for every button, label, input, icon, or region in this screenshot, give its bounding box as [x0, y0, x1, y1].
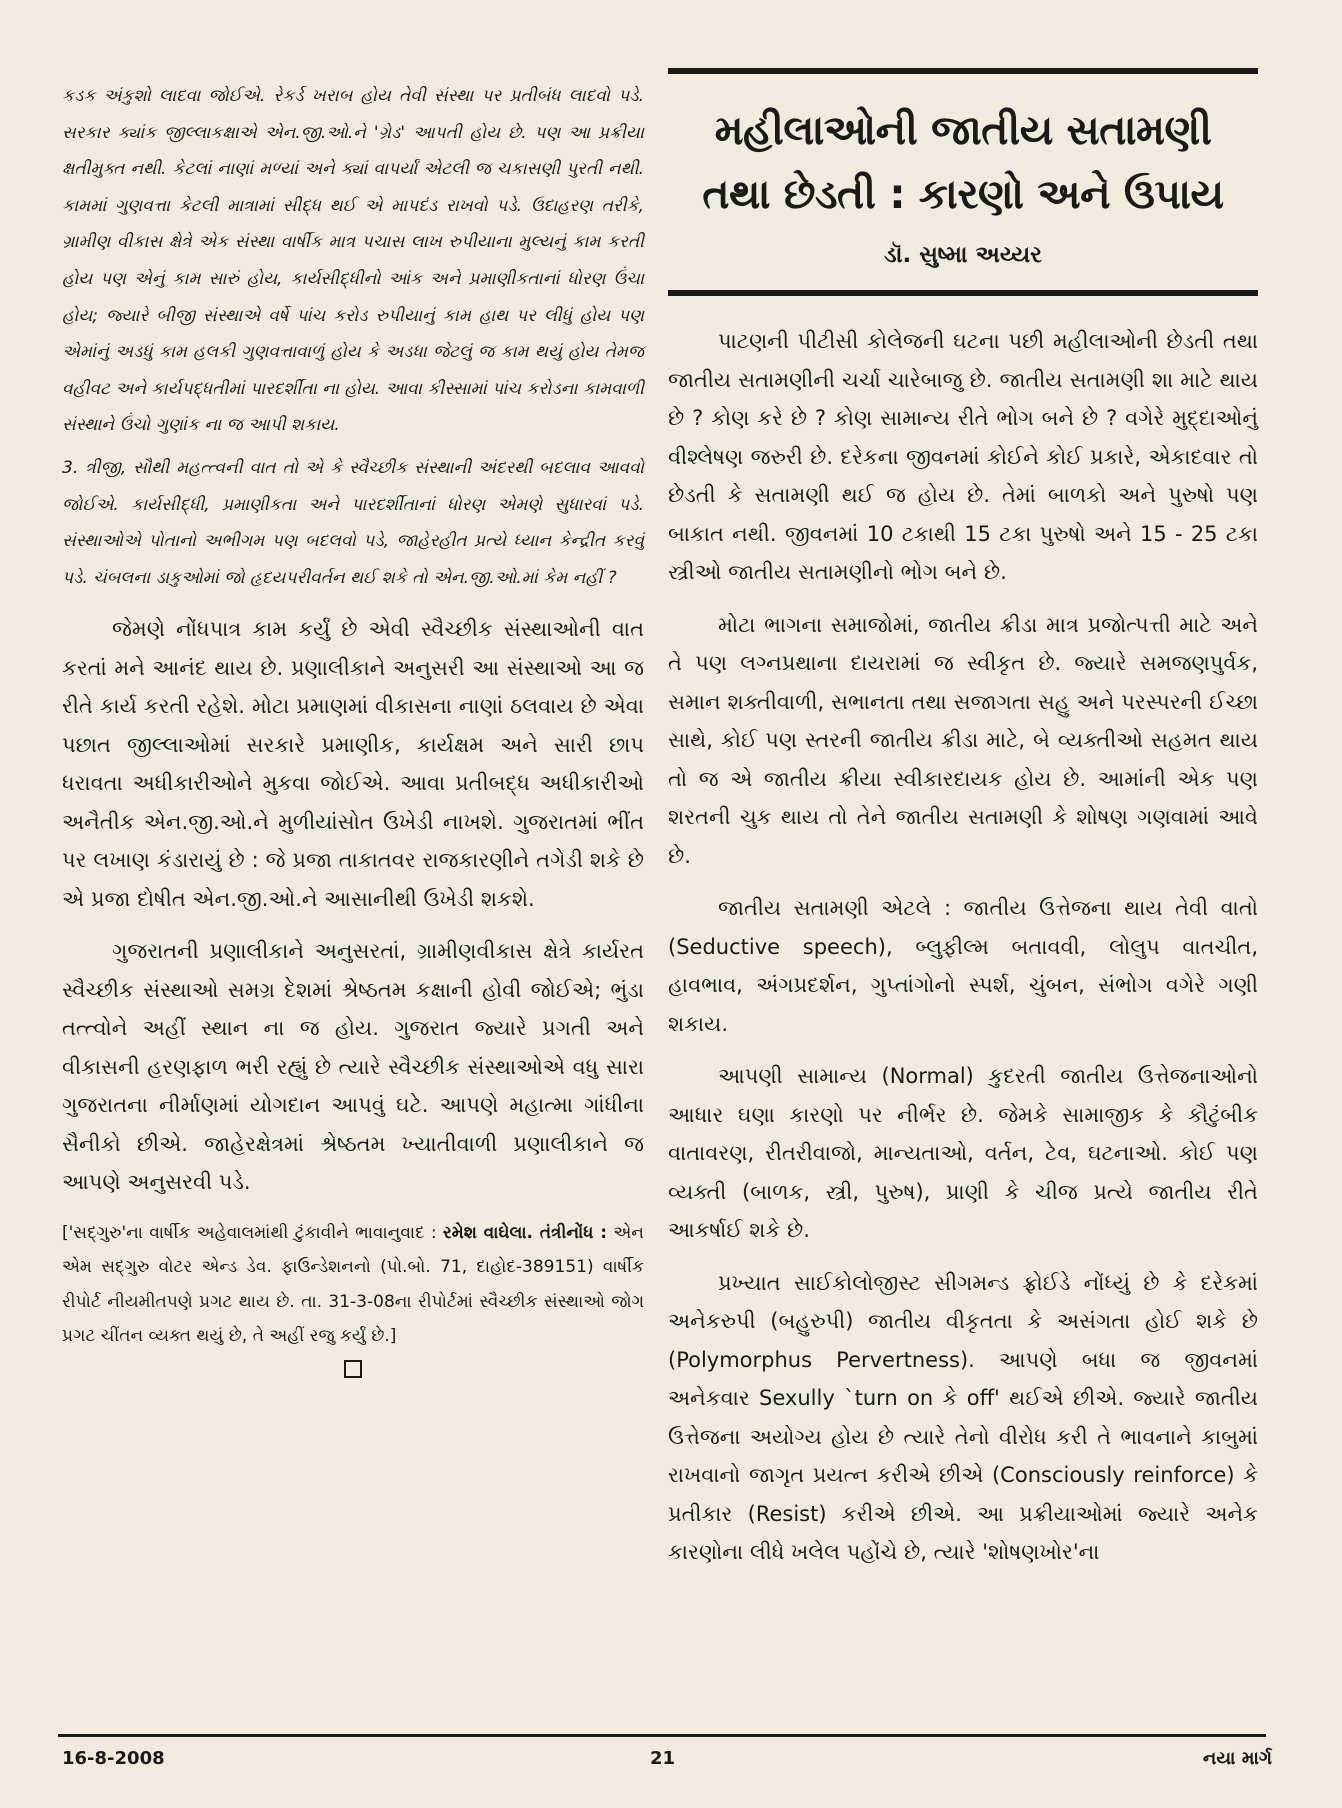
- note-translator: રમેશ વાઘેલા. તંત્રીનોંધ :: [442, 1222, 608, 1243]
- italic-paragraph-2: 3. ત્રીજી, સૌથી મહત્ત્વની વાત તો એ કે સ્વૈચ્છીક સંસ્થાની અંદરથી બદલાવ આવવો જોઈએ. કાર્યસીદ્ધી, પ્રમાણીકતા અને પારદર્શીતાનાં ધોરણ એમણે સુધારવાં પડે. સંસ્થાઓએ પોતાનો અભીગમ પણ બદલવો પડે, જાહેરહીત પ્રત્યે ધ્યાન કેન્દ્રીત કરવું પડે. ચંબલના ડાકુઓમાં જો હૃદયપરીવર્તન થઈ શકે તો એન.જી.ઓ.માં કેમ નહીં ?: [62, 457, 644, 588]
- title-line-2: તથા છેડતી : કારણો અને ઉપાય: [702, 170, 1224, 218]
- article-author: ડૉ. સુષ્મા અય્યર: [883, 242, 1043, 268]
- note-rest: એન એમ સદ્ગુરુ વોટર એન્ડ ડેવ. ફાઉન્ડેશનનો (પો.બો. 71, દાહોદ-389151) વાર્ષીક રીપોર્ટ નીયમીતપણે પ્રગટ થાય છે. તા. 31-3-08ના રીપોર્ટમાં સ્વૈચ્છીક સંસ્થાઓ જોગ પ્રગટ ચીંતન વ્યક્ત થયું છે, તે અહીં રજુ કર્યું છે.]: [62, 1222, 644, 1347]
- left-body-paragraph-1: જેમણે નોંધપાત્ર કામ કર્યું છે એવી સ્વૈચ્છીક સંસ્થાઓની વાત કરતાં મને આનંદ થાય છે. પ્રણાલીકાને અનુસરી આ સંસ્થાઓ આ જ રીતે કાર્ય કરતી રહેશે. મોટા પ્રમાણમાં વીકાસના નાણાં ઠલવાય છે એવા પછાત જીલ્લાઓમાં સરકારે પ્રમાણીક, કાર્યક્ષમ અને સારી છાપ ધરાવતા અધીકારીઓને મુકવા જોઈએ. આવા પ્રતીબદ્ધ અધીકારીઓ અનૈતીક એન.જી.ઓ.ને મુળીયાંસોત ઉખેડી નાખશે. ગુજરાતમાં ભીંત પર લખાણ કંડારાયું છે : જે પ્રજા તાકાતવર રાજકારણીને તગેડી શકે છે એ પ્રજા દોષીત એન.જી.ઓ.ને આસાનીથી ઉખેડી શકશે.: [62, 617, 644, 911]
- article-paragraph-3: જાતીય સતામણી એટલે : જાતીય ઉત્તેજના થાય તેવી વાતો (Seductive speech), બ્લુફીલ્મ બતાવવી, લોલુપ વાતચીત, હાવભાવ, અંગપ્રદર્શન, ગુપ્તાંગોનો સ્પર્શ, ચુંબન, સંભોગ વગેરે ગણી શકાય.: [668, 896, 1258, 1036]
- note-prefix: ['સદ્ગુરુ'ના વાર્ષીક અહેવાલમાંથી ટુંકાવીને ભાવાનુવાદ :: [62, 1222, 443, 1243]
- end-mark-icon: [344, 1360, 362, 1378]
- article-paragraph-2: મોટા ભાગના સમાજોમાં, જાતીય ક્રીડા માત્ર પ્રજોત્પત્તી માટે અને તે પણ લગ્નપ્રથાના દાયરામાં જ સ્વીકૃત છે. જ્યારે સમજણપુર્વક, સમાન શક્તીવાળી, સભાનતા તથા સજાગતા સહુ અને પરસ્પરની ઈચ્છા સાથે, કોઈ પણ સ્તરની જાતીય ક્રીડા માટે, બે વ્યક્તીઓ સહમત થાય તો જ એ જાતીય ક્રીયા સ્વીકારદાયક હોય છે. આમાંની એક પણ શરતની ચુક થાય તો તેને જાતીય સતામણી કે શોષણ ગણવામાં આવે છે.: [668, 612, 1258, 868]
- article-paragraph-4: આપણી સામાન્ય (Normal) કુદરતી જાતીય ઉત્તેજનાઓનો આધાર ઘણા કારણો પર નીર્ભર છે. જેમકે સામાજીક કે કૌટુંબીક વાતાવરણ, રીતરીવાજો, માન્યતાઓ, વર્તન, ટેવ, ઘટનાઓ. કોઈ પણ વ્યક્તી (બાળક, સ્ત્રી, પુરુષ), પ્રાણી કે ચીજ પ્રત્યે જાતીય રીતે આકર્ષાઈ શકે છે.: [668, 1064, 1258, 1242]
- italic-paragraph-1: કડક અંકુશો લાદવા જોઈએ. રેકર્ડ ખરાબ હોય તેવી સંસ્થા પર પ્રતીબંધ લાદવો પડે. સરકાર ક્યાંક જીલ્લાકક્ષાએ એન.જી.ઓ.ને 'ગ્રેડ' આપતી હોય છે. પણ આ પ્રક્રીયા ક્ષતીમુક્ત નથી. કેટલાં નાણાં મળ્યાં અને ક્યાં વાપર્યાં એટલી જ ચકાસણી પુરતી નથી. કામમાં ગુણવત્તા કેટલી માત્રામાં સીદ્ધ થઈ એ માપદંડ રાખવો પડે. ઉદાહરણ તરીકે, ગ્રામીણ વીકાસ ક્ષેત્રે એક સંસ્થા વાર્ષીક માત્ર પચાસ લાખ રુપીયાના મુલ્યનું કામ કરતી હોય પણ એનું કામ સારું હોય, કાર્યસીદ્ધીનો આંક અને પ્રમાણીકતાનાં ધોરણ ઉંચા હોય; જ્યારે બીજી સંસ્થાએ વર્ષે પાંચ કરોડ રુપીયાનું કામ હાથ પર લીધું હોય પણ એમાંનું અડધું કામ હલકી ગુણવત્તાવાળું હોય કે અડધા જેટલું જ કામ થયું હોય તેમજ વહીવટ અને કાર્યપદ્ધતીમાં પારદર્શીતા ના હોય. આવા કીસ્સામાં પાંચ કરોડના કામવાળી સંસ્થાને ઉંચો ગુણાંક ના જ આપી શકાય.: [62, 86, 644, 436]
- title-bottom-rule: [668, 290, 1258, 296]
- editor-note: [62, 1216, 644, 1354]
- article-paragraph-1: પાટણની પીટીસી કોલેજની ઘટના પછી મહીલાઓની છેડતી તથા જાતીય સતામણીની ચર્ચા ચારેબાજુ છે. જાતીય સતામણી શા માટે થાય છે ? કોણ કરે છે ? કોણ સામાન્ય રીતે ભોગ બને છે ? વગેરે મુદ્દાઓનું વીશ્લેષણ જરુરી છે. દરેકના જીવનમાં કોઈને કોઈ પ્રકારે, એકાદવાર તો છેડતી કે સતામણી થઈ જ હોય છે. તેમાં બાળકો અને પુરુષો પણ બાકાત નથી. જીવનમાં 10 ટકાથી 15 ટકા પુરુષો અને 15 - 25 ટકા સ્ત્રીઓ જાતીય સતામણીનો ભોગ બને છે.: [668, 329, 1258, 584]
- article-title: [668, 98, 1258, 226]
- footer-magazine-name: નયા માર્ગ: [1202, 1748, 1272, 1769]
- footer-rule: [58, 1734, 1266, 1737]
- left-body-paragraph-2: ગુજરાતની પ્રણાલીકાને અનુસરતાં, ગ્રામીણવીકાસ ક્ષેત્રે કાર્યરત સ્વૈચ્છીક સંસ્થાઓ સમગ્ર દેશમાં શ્રેષ્ઠતમ કક્ષાની હોવી જોઈએ; ભુંડા તત્ત્વોને અહીં સ્થાન ના જ હોય. ગુજરાત જ્યારે પ્રગતી અને વીકાસની હરણફાળ ભરી રહ્યું છે ત્યારે સ્વૈચ્છીક સંસ્થાઓએ વધુ સારા ગુજરાતના નીર્માણમાં યોગદાન આપવું ઘટે. આપણે મહાત્મા ગાંધીના સૈનીકો છીએ. જાહેરક્ષેત્રમાં શ્રેષ્ઠતમ ખ્યાતીવાળી પ્રણાલીકાને જ આપણે અનુસરવી પડે.: [62, 939, 644, 1195]
- title-top-rule: [668, 68, 1258, 74]
- title-line-1: મહીલાઓની જાતીય સતામણી: [714, 106, 1212, 154]
- right-column: [668, 68, 1258, 1572]
- left-column: [62, 78, 644, 1378]
- article-paragraph-5: પ્રખ્યાત સાઈકોલોજીસ્ટ સીગમન્ડ ફ્રોઈડે નોંધ્યું છે કે દરેકમાં અનેકરુપી (બહુરુપી) જાતીય વીકૃતતા કે અસંગતા હોઈ શકે છે (Polymorphus Pervertness). આપણે બધા જ જીવનમાં અનેકવાર Sexully `turn on કે off' થઈએ છીએ. જ્યારે જાતીય ઉત્તેજના અયોગ્ય હોય છે ત્યારે તેનો વીરોધ કરી તે ભાવનાને કાબુમાં રાખવાનો જાગૃત પ્રયત્ન કરીએ છીએ (Consciously reinforce) કે પ્રતીકાર (Resist) કરીએ છીએ. આ પ્રક્રીયાઓમાં જ્યારે અનેક કારણોના લીધે ખલેલ પહોંચે છે, ત્યારે 'શોષણખોર'ના: [668, 1270, 1258, 1564]
- footer-date: 16-8-2008: [62, 1748, 165, 1769]
- footer-page-number: 21: [650, 1748, 676, 1769]
